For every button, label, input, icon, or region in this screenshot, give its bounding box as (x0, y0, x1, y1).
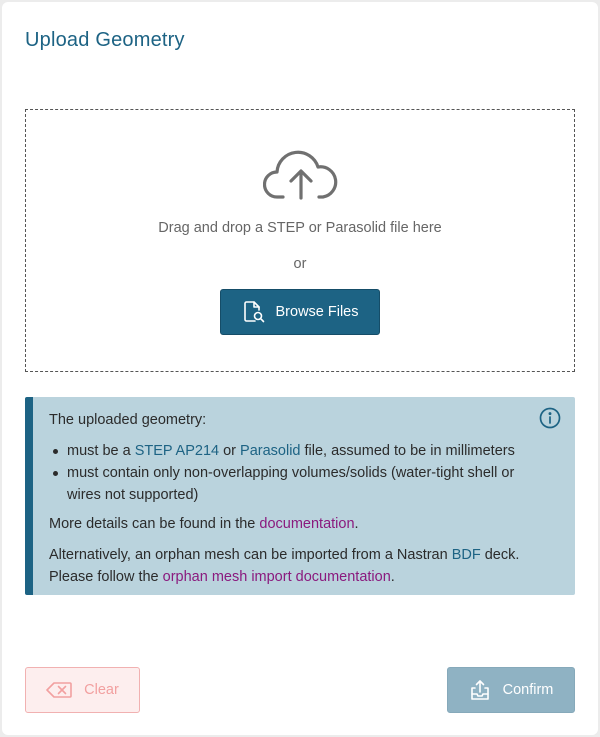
requirements-list (49, 440, 539, 506)
dialog-title: Upload Geometry (25, 29, 185, 51)
upload-tray-icon (469, 679, 491, 701)
file-search-icon (242, 300, 266, 324)
upload-geometry-dialog (2, 2, 598, 735)
more-details-text: More details can be found in the documentation. (49, 516, 359, 532)
bdf-link[interactable]: BDF (451, 547, 481, 563)
backspace-icon (46, 682, 72, 698)
file-dropzone[interactable] (25, 109, 575, 372)
confirm-label: Confirm (502, 682, 554, 698)
requirement-format: must be a STEP AP214 or Parasolid file, assumed to be in millimeters (49, 440, 539, 462)
clear-button[interactable] (25, 667, 140, 713)
or-separator: or (293, 256, 307, 272)
browse-files-button[interactable] (220, 289, 380, 335)
orphan-mesh-documentation-link[interactable]: orphan mesh import documentation (162, 569, 391, 585)
step-ap214-link[interactable]: STEP AP214 (134, 443, 220, 459)
info-panel (25, 397, 575, 595)
clear-label: Clear (84, 682, 119, 698)
info-circle-icon (539, 407, 561, 429)
confirm-button[interactable] (447, 667, 575, 713)
browse-files-label: Browse Files (275, 304, 359, 320)
orphan-mesh-text: Alternatively, an orphan mesh can be imported from a Nastran BDF deck. Please follow the orphan mesh import documentation. (49, 547, 520, 585)
info-lead: The uploaded geometry: (49, 412, 207, 428)
documentation-link[interactable]: documentation (259, 516, 355, 532)
cloud-upload-icon (263, 148, 339, 204)
parasolid-link[interactable]: Parasolid (240, 443, 301, 459)
drop-instruction: Drag and drop a STEP or Parasolid file here (158, 220, 442, 236)
requirement-volumes: must contain only non-overlapping volumes/solids (water-tight shell or wires not supported) (49, 462, 539, 506)
